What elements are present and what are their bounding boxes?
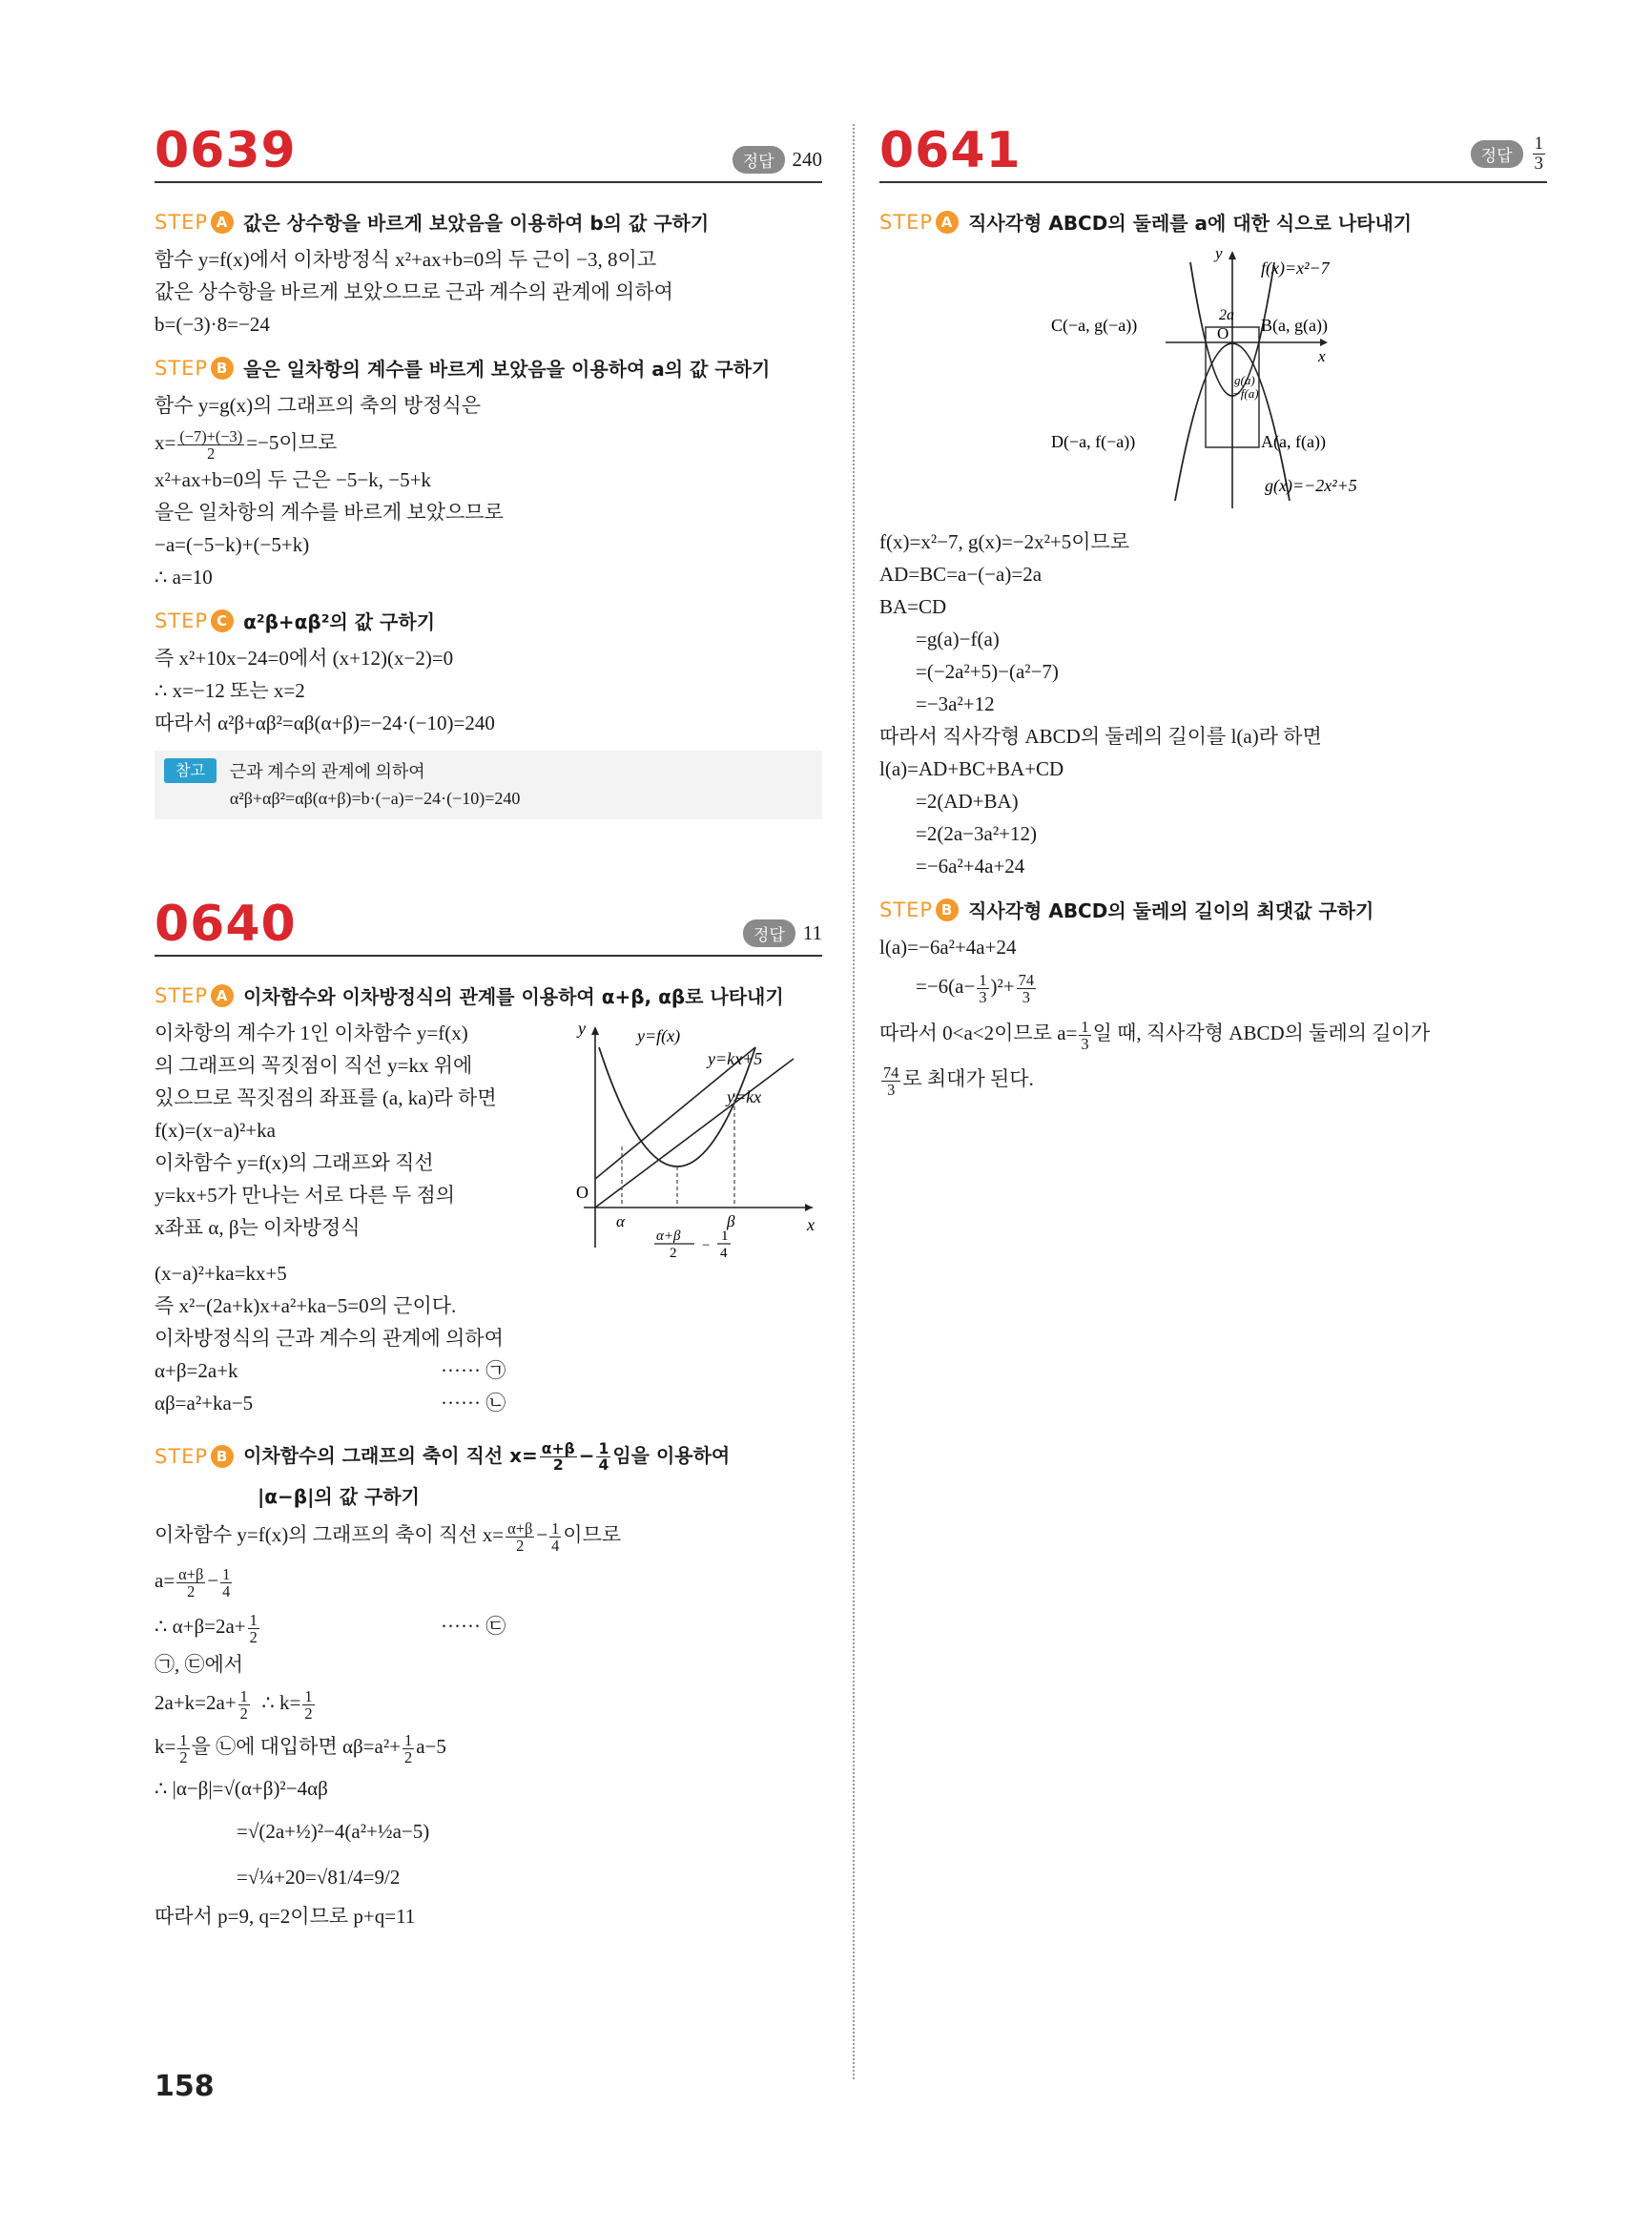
height-label-bottom: −f(a) — [1232, 386, 1259, 401]
step-label: STEP — [879, 210, 934, 234]
text-line — [155, 1557, 822, 1604]
title-text: 임을 이용하여 — [612, 1444, 731, 1467]
rectangle-parabola-graph — [1032, 243, 1528, 520]
fraction — [1079, 1019, 1090, 1052]
alpha-label: α — [616, 1212, 625, 1230]
denominator: 2 — [552, 1456, 564, 1474]
reference-badge: 참고 — [164, 758, 217, 783]
numerator: α+β — [541, 1439, 575, 1457]
text-line — [155, 1604, 822, 1648]
step-tag — [879, 211, 959, 234]
math-text: =−5이므로 — [246, 431, 338, 454]
denominator: 2 — [187, 1582, 196, 1601]
step-tag — [155, 1445, 234, 1468]
denominator: 2 — [516, 1537, 525, 1556]
step-letter-icon: A — [211, 984, 234, 1007]
point-a-label: A(a, f(a)) — [1261, 432, 1326, 451]
g-label: g(x)=−2x²+5 — [1265, 476, 1357, 495]
reference-text — [230, 758, 520, 812]
step-tag — [155, 357, 234, 380]
problem-0640-header — [155, 896, 822, 957]
text-line: 즉 x²+10x−24=0에서 (x+12)(x−2)=0 — [155, 647, 454, 670]
math-text: α+β=2a+k — [155, 1359, 238, 1382]
denominator: 4 — [222, 1582, 231, 1601]
step-label: STEP — [155, 210, 209, 234]
x-axis-arrow — [805, 1204, 813, 1211]
denominator: 4 — [551, 1537, 560, 1556]
answer-box — [733, 146, 822, 174]
denominator: 2 — [179, 1748, 188, 1767]
step-a-heading — [879, 208, 1547, 236]
mid-numerator: α+β — [656, 1229, 681, 1244]
x-axis-arrow — [1320, 339, 1328, 346]
minus-sign: − — [702, 1238, 711, 1253]
answer-box — [1471, 134, 1547, 174]
answer-box — [743, 919, 822, 947]
numerator: 1 — [1081, 1017, 1089, 1036]
text-line: 있으므로 꼭짓점의 좌표를 (a, ka)라 하면 — [155, 1086, 497, 1109]
math-text: 일 때, 직사각형 ABCD의 둘레의 길이가 — [1092, 1022, 1431, 1044]
left-column — [155, 122, 822, 1932]
fraction — [881, 1064, 900, 1098]
step-label: STEP — [155, 356, 209, 380]
text-line: 함수 y=g(x)의 그래프의 축의 방정식은 — [155, 394, 482, 417]
text-line: x좌표 α, β는 이차방정식 — [155, 1216, 361, 1239]
text-line — [155, 422, 822, 464]
answer-badge: 정답 — [743, 919, 795, 947]
fraction — [977, 972, 988, 1005]
text-line: l(a)=AD+BC+BA+CD — [879, 757, 1064, 780]
step-a-heading — [155, 208, 822, 236]
title-text: − — [578, 1444, 595, 1467]
math-text: a−5 — [416, 1735, 446, 1759]
math-text: 2a+k=2a+ — [155, 1691, 237, 1715]
text-line: ∴ |α−β|=√(α+β)²−4αβ — [155, 1777, 328, 1801]
step-label: STEP — [155, 983, 209, 1007]
right-column — [879, 122, 1547, 1101]
column-divider — [853, 124, 855, 2079]
numerator: 1 — [1534, 134, 1543, 155]
text-line: 함수 y=f(x)에서 이차방정식 x²+ax+b=0의 두 근이 −3, 8이고 — [155, 248, 657, 271]
step-letter-icon: B — [936, 898, 959, 921]
equation-marker: ······ ㉠ — [441, 1359, 506, 1382]
line-kx — [595, 1059, 794, 1208]
numerator: 74 — [883, 1063, 899, 1082]
problem-0639-header — [155, 122, 822, 183]
step-tag — [155, 211, 234, 234]
problem-0641-header — [879, 122, 1547, 183]
step-title: α²β+αβ²의 값 구하기 — [243, 610, 436, 633]
text-line: b=(−3)·8=−24 — [155, 313, 270, 336]
text-line: BA=CD — [879, 595, 947, 618]
numerator: 1 — [979, 970, 987, 989]
text-line: =√(2a+½)²−4(a²+½a−5) — [237, 1820, 430, 1844]
numerator: 74 — [1018, 970, 1035, 989]
parabola-line-graph — [565, 1019, 822, 1257]
math-text: =−6(a− — [916, 975, 976, 998]
text-line: 따라서 p=9, q=2이므로 p+q=11 — [155, 1905, 416, 1929]
math-text: k= — [155, 1735, 176, 1759]
text-line — [155, 1513, 822, 1557]
fraction — [302, 1688, 314, 1722]
text-line: 의 그래프의 꼭짓점이 직선 y=kx 위에 — [155, 1054, 473, 1077]
numerator: 1 — [404, 1730, 413, 1749]
text-line: ∴ x=−12 또는 x=2 — [155, 679, 305, 702]
step-tag — [879, 898, 959, 921]
text-line: 이차함수 y=f(x)의 그래프와 직선 — [155, 1151, 434, 1174]
step-title-line2: |α−β|의 값 구하기 — [258, 1485, 420, 1509]
step-label: STEP — [155, 609, 209, 632]
text-line — [879, 963, 1547, 1009]
step-title: 직사각형 ABCD의 둘레를 a에 대한 식으로 나타내기 — [968, 212, 1413, 235]
fraction — [596, 1441, 610, 1474]
text-with-graph — [155, 1017, 822, 1257]
answer-value: 240 — [792, 148, 822, 171]
denominator: 3 — [1081, 1034, 1089, 1053]
text-line: =(−2a²+5)−(a²−7) — [916, 660, 1059, 683]
text-line: f(x)=x²−7, g(x)=−2x²+5이므로 — [879, 530, 1130, 553]
y-axis-label: y — [578, 1019, 586, 1038]
math-text: − — [207, 1569, 219, 1593]
y-axis-arrow — [591, 1026, 599, 1035]
answer-value — [1533, 134, 1546, 174]
math-text: ∴ k= — [251, 1691, 301, 1715]
denominator: 3 — [887, 1080, 896, 1099]
quarter-denominator: 4 — [720, 1246, 728, 1257]
text-line: l(a)=−6a²+4a+24 — [879, 936, 1017, 959]
line-kx-plus-5-label: y=kx+5 — [708, 1049, 763, 1068]
text-line: 따라서 α²β+αβ²=αβ(α+β)=−24·(−10)=240 — [155, 712, 495, 734]
step-b-heading — [879, 896, 1547, 923]
text-line — [879, 1057, 1547, 1101]
text-line — [155, 1724, 822, 1768]
step-letter-icon: A — [936, 211, 959, 234]
math-text: 을 ㉡에 대입하면 αβ=a²+ — [191, 1735, 401, 1759]
denominator: 3 — [1022, 987, 1030, 1006]
x-axis-label: x — [807, 1215, 815, 1234]
text-line: x²+ax+b=0의 두 근은 −5−k, −5+k — [155, 468, 431, 491]
numerator: α+β — [178, 1564, 204, 1583]
math-text: αβ=a²+ka−5 — [155, 1392, 254, 1414]
point-c-label: C(−a, g(−a)) — [1051, 316, 1138, 335]
fraction — [177, 1732, 189, 1765]
text-line: 값은 상수항을 바르게 보았으므로 근과 계수의 관계에 의하여 — [155, 280, 673, 303]
text-line: 즉 x²−(2a+k)x+a²+ka−5=0의 근이다. — [155, 1294, 457, 1317]
fraction — [1017, 972, 1036, 1005]
point-b-label: B(a, g(a)) — [1261, 316, 1328, 335]
math-text: − — [536, 1523, 548, 1547]
problem-number: 0640 — [155, 896, 297, 953]
mid-denominator: 2 — [670, 1246, 677, 1257]
denominator: 2 — [239, 1704, 248, 1724]
numerator: 1 — [249, 1610, 258, 1629]
origin-label: O — [1217, 324, 1229, 342]
height-label-top: g(a) — [1234, 373, 1255, 387]
fraction — [177, 428, 244, 462]
point-d-label: D(−a, f(−a)) — [1051, 432, 1136, 451]
math-text: ∴ α+β=2a+ — [155, 1615, 246, 1639]
denominator: 2 — [207, 444, 216, 463]
text-line: 을은 일차항의 계수를 바르게 보았으므로 — [155, 501, 504, 524]
page-number: 158 — [155, 2070, 215, 2103]
text-block — [155, 1017, 565, 1257]
text-line: AD=BC=a−(−a)=2a — [879, 563, 1043, 586]
problem-number: 0639 — [155, 122, 297, 179]
text-line: f(x)=(x−a)²+ka — [155, 1119, 276, 1142]
fraction — [220, 1566, 232, 1600]
problem-number: 0641 — [879, 122, 1022, 179]
math-text: 이므로 — [563, 1523, 622, 1547]
denominator: 4 — [598, 1456, 609, 1474]
step-label: STEP — [879, 898, 934, 921]
equation-marker: ······ ㉢ — [441, 1615, 506, 1639]
quarter-numerator: 1 — [721, 1229, 729, 1244]
text-line — [155, 1354, 822, 1387]
text-line: 이차항의 계수가 1인 이차함수 y=f(x) — [155, 1022, 468, 1044]
text-line: y=kx+5가 만나는 서로 다른 두 점의 — [155, 1184, 456, 1207]
step-title: 값은 상수항을 바르게 보았음을 이용하여 b의 값 구하기 — [243, 212, 710, 235]
numerator: 1 — [551, 1518, 560, 1538]
text-line — [879, 1009, 1547, 1057]
y-axis-label: y — [1215, 244, 1223, 262]
step-letter-icon: B — [211, 1445, 234, 1468]
width-label: 2a — [1219, 307, 1234, 323]
text-line: =−3a²+12 — [916, 692, 995, 715]
math-text: 로 최대가 된다. — [902, 1067, 1034, 1090]
origin-label: O — [576, 1183, 589, 1202]
denominator: 3 — [979, 987, 987, 1006]
text-line: ㉠, ㉢에서 — [155, 1653, 244, 1677]
fraction — [176, 1566, 205, 1600]
text-line: 따라서 직사각형 ABCD의 둘레의 길이를 l(a)라 하면 — [879, 725, 1322, 748]
text-line: 이차방정식의 근과 계수의 관계에 의하여 — [155, 1327, 504, 1350]
step-b-heading — [155, 1440, 822, 1473]
step-title: 직사각형 ABCD의 둘레의 길이의 최댓값 구하기 — [968, 899, 1374, 922]
denominator: 3 — [1534, 154, 1543, 175]
fraction — [540, 1441, 577, 1474]
fraction — [238, 1688, 250, 1722]
math-text: a= — [155, 1569, 176, 1593]
answer-value: 11 — [802, 921, 822, 944]
numerator: 1 — [304, 1686, 313, 1705]
math-text: 따라서 0<a<2이므로 a= — [879, 1022, 1078, 1044]
fraction — [506, 1520, 534, 1554]
step-tag — [155, 984, 234, 1007]
reference-note — [155, 751, 822, 819]
step-letter-icon: A — [211, 211, 234, 234]
numerator: (−7)+(−3) — [179, 426, 243, 445]
denominator: 2 — [304, 1704, 313, 1724]
answer-badge: 정답 — [733, 146, 785, 174]
step-b-heading — [155, 354, 822, 382]
f-label: f(x)=x²−7 — [1261, 258, 1330, 278]
title-text: 이차함수의 그래프의 축이 직선 x= — [243, 1444, 538, 1467]
step-label: STEP — [155, 1445, 209, 1469]
denominator: 2 — [249, 1628, 258, 1647]
step-a-heading — [155, 981, 822, 1009]
text-line: α²β+αβ²=αβ(α+β)=b·(−a)=−24·(−10)=240 — [229, 789, 521, 808]
step-letter-icon: C — [211, 609, 234, 632]
math-text: 이차함수 y=f(x)의 그래프의 축이 직선 x= — [155, 1523, 505, 1547]
y-axis-arrow — [1229, 251, 1236, 259]
denominator: 2 — [404, 1748, 413, 1767]
text-line — [155, 1387, 822, 1419]
numerator: 1 — [239, 1686, 248, 1705]
line-kx-label: y=kx — [727, 1087, 762, 1106]
text-line: =−6a²+4a+24 — [916, 855, 1025, 878]
text-line: 근과 계수의 관계에 의하여 — [229, 762, 425, 781]
step-c-heading — [155, 607, 822, 634]
numerator: α+β — [507, 1518, 533, 1538]
text-line: =2(AD+BA) — [916, 790, 1019, 813]
beta-label: β — [727, 1212, 735, 1230]
x-axis-label: x — [1318, 347, 1326, 365]
fraction — [549, 1520, 561, 1554]
text-line: =g(a)−f(a) — [916, 628, 1000, 650]
step-tag — [155, 609, 234, 632]
step-title: 이차함수와 이차방정식의 관계를 이용하여 α+β, αβ로 나타내기 — [243, 985, 784, 1008]
text-line — [155, 1681, 822, 1724]
answer-badge: 정답 — [1471, 140, 1523, 168]
text-line: (x−a)²+ka=kx+5 — [155, 1262, 287, 1285]
fraction — [248, 1612, 259, 1645]
math-text: )²+ — [990, 975, 1015, 998]
numerator: 1 — [179, 1730, 188, 1749]
step-letter-icon: B — [211, 357, 234, 380]
text-line: −a=(−5−k)+(−5+k) — [155, 533, 310, 556]
equation-marker: ······ ㉡ — [441, 1392, 506, 1414]
math-group — [155, 1604, 441, 1648]
f-label: y=f(x) — [637, 1026, 681, 1045]
numerator: 1 — [598, 1439, 609, 1457]
step-title: 을은 일차항의 계수를 바르게 보았음을 이용하여 a의 값 구하기 — [243, 358, 771, 381]
fraction — [403, 1732, 414, 1765]
text-line: =√¼+20=√81/4=9/2 — [237, 1866, 401, 1889]
step-title — [243, 1440, 730, 1473]
math-text: x= — [155, 431, 176, 454]
numerator: 1 — [222, 1564, 231, 1583]
text-line: =2(2a−3a²+12) — [916, 822, 1037, 845]
text-line: ∴ a=10 — [155, 566, 213, 588]
